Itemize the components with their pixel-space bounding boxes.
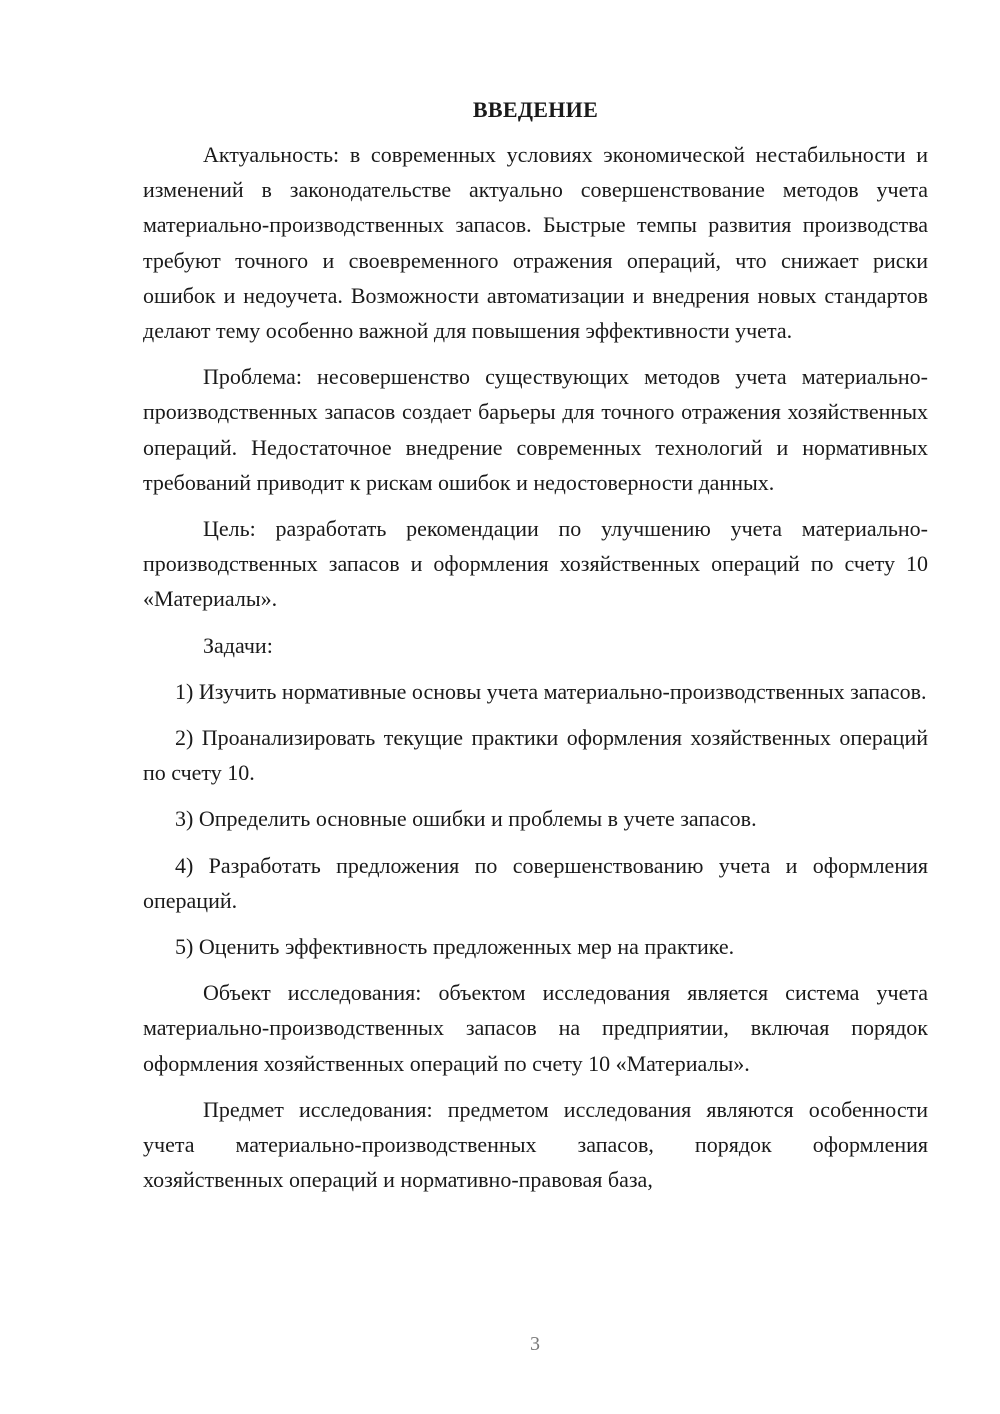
paragraph-object: Объект исследования: объектом исследования является система учета материально-производственных запасов на предприятии, включая порядок оформления хозяйственных операций по счету 10 «Материалы».: [143, 980, 928, 1076]
page-number: 3: [530, 1333, 540, 1355]
task-item-3: 3) Определить основные ошибки и проблемы в учете запасов.: [175, 806, 757, 832]
page-title: ВВЕДЕНИЕ: [472, 97, 599, 122]
task-item-1: 1) Изучить нормативные основы учета материально-производственных запасов.: [175, 678, 927, 704]
paragraph-goal: Цель: разработать рекомендации по улучшению учета материально-производственных запасов и оформления хозяйственных операций по счету 10 «Материалы».: [143, 516, 928, 612]
task-item-5: 5) Оценить эффективность предложенных мер на практике.: [175, 934, 735, 960]
paragraph-problem: Проблема: несовершенство существующих методов учета материально-производственных запасов создает барьеры для точного отражения хозяйственных операций. Недостаточное внедрение современных технологий и нормативных требований приводит к рискам ошибок и недостоверности данных.: [143, 364, 928, 495]
task-item-2: 2) Проанализировать текущие практики оформления хозяйственных операций по счету 10.: [143, 725, 928, 786]
paragraph-subject: Предмет исследования: предметом исследования являются особенности учета материально-производственных запасов, порядок оформления хозяйственных операций и нормативно-правовая база,: [143, 1096, 928, 1193]
task-item-4: 4) Разработать предложения по совершенствованию учета и оформления операций.: [143, 852, 928, 913]
document-page: [143, 92, 928, 1197]
paragraph-actuality: Актуальность: в современных условиях экономической нестабильности и изменений в законодательстве актуально совершенствование методов учета материально-производственных запасов. Быстрые темпы развития производства требуют точного и своевременного отражения операций, что снижает риски ошибок и недоучета. Возможности автоматизации и внедрения новых стандартов делают тему особенно важной для повышения эффективности учета.: [143, 142, 928, 344]
paragraph-tasks-heading: Задачи:: [203, 632, 273, 658]
